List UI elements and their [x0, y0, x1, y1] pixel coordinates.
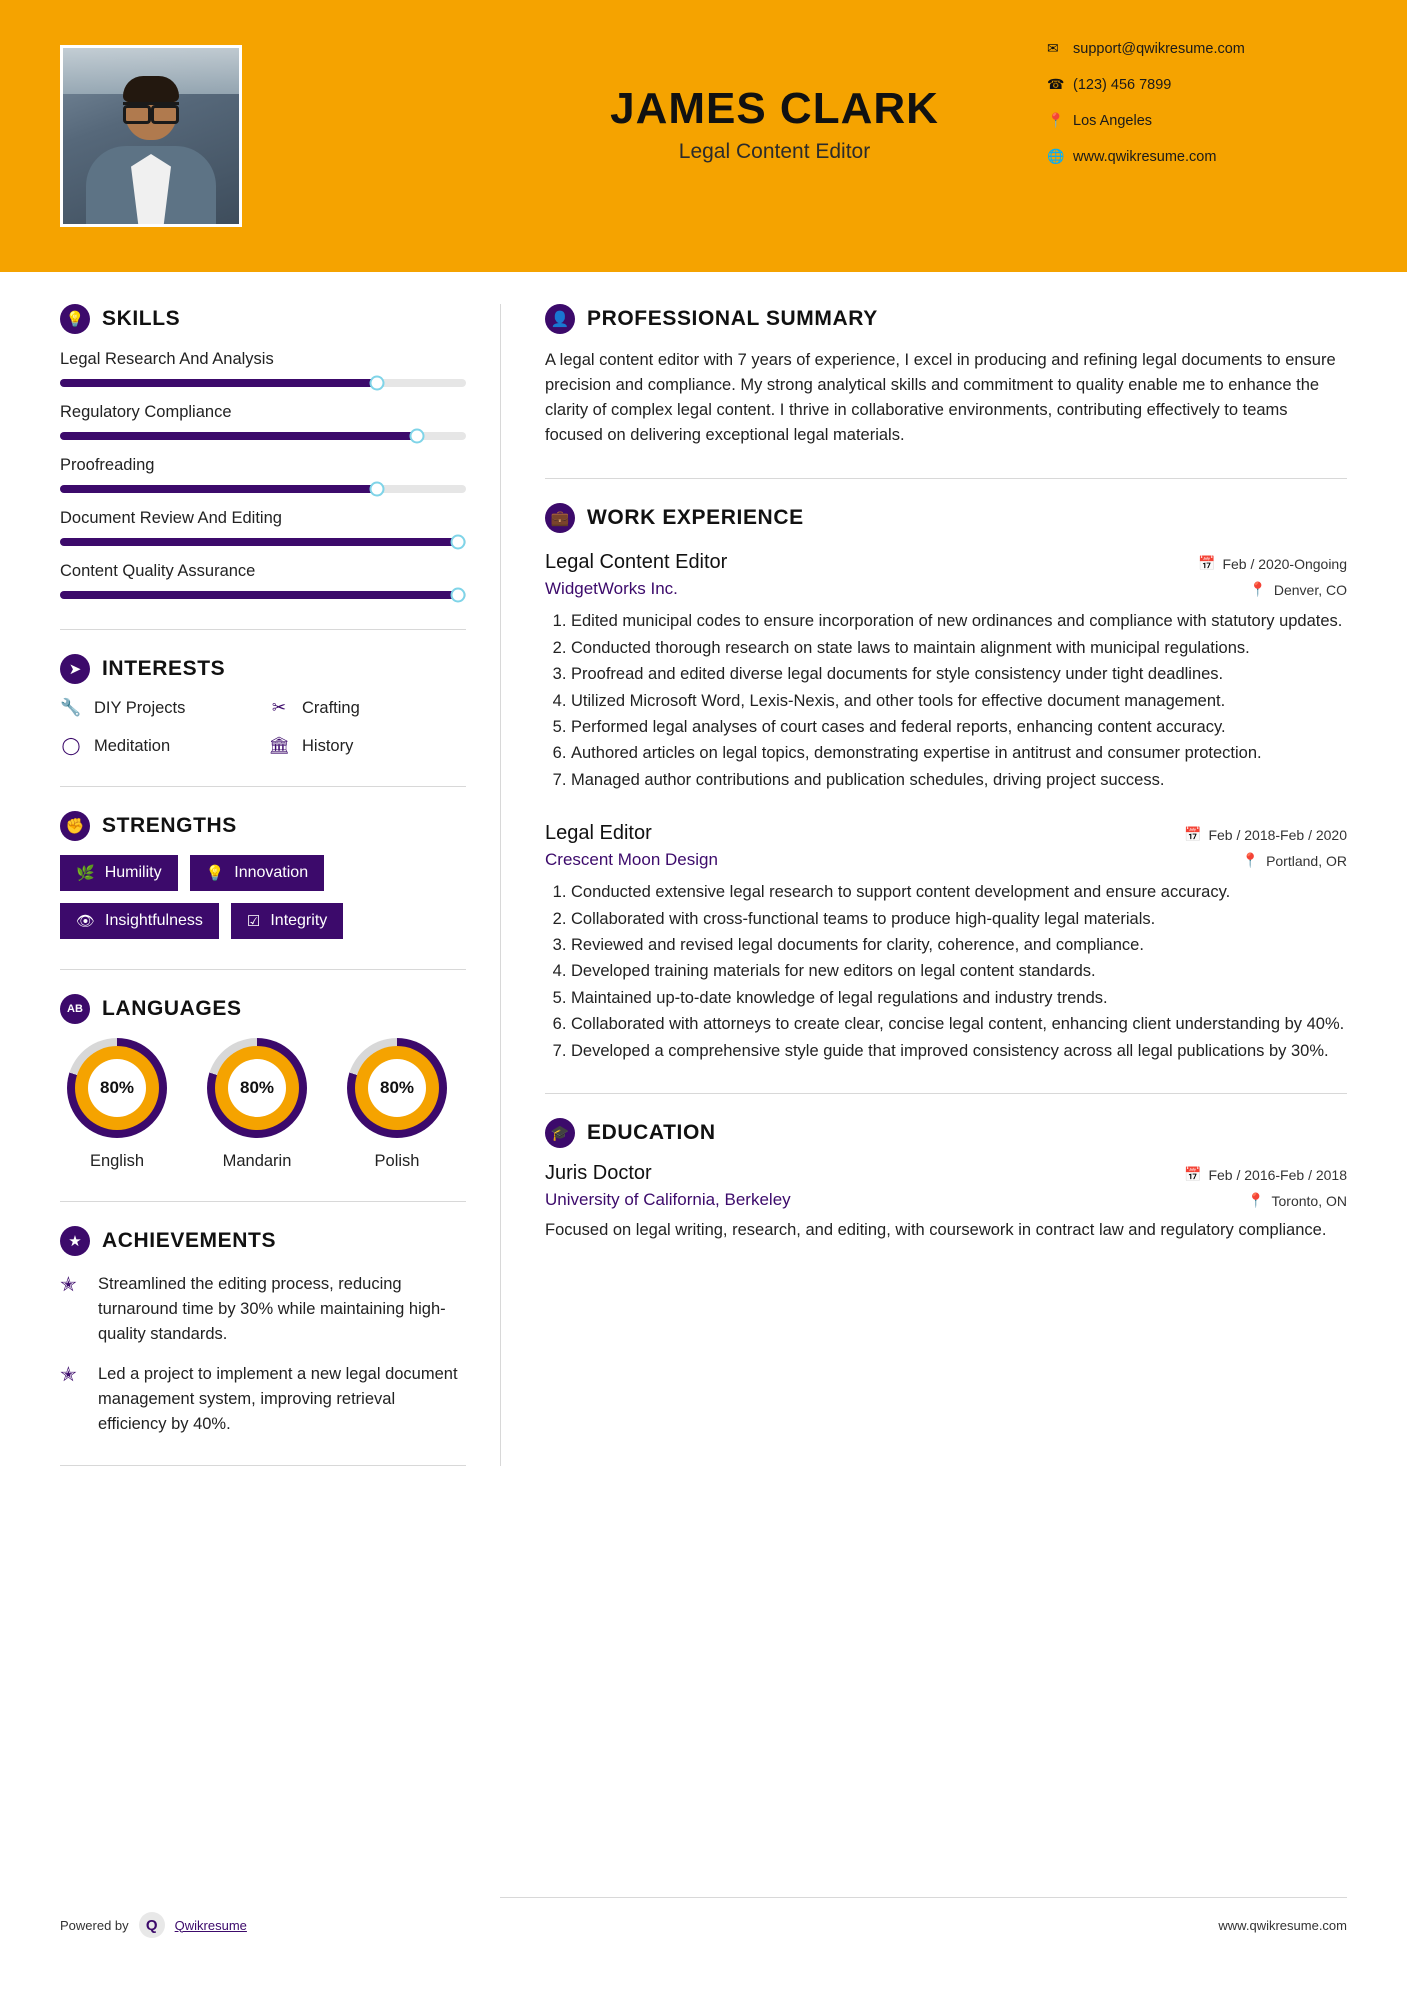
- resume-header: [0, 0, 1407, 272]
- strength-label: Integrity: [270, 912, 328, 929]
- job-bullet: 3. Proofread and edited diverse legal documents for style consistency under tight deadlines.: [571, 662, 1347, 686]
- experience-section: [545, 503, 1347, 1063]
- circle-icon: ◯: [61, 736, 81, 755]
- language-donut: [347, 1038, 447, 1138]
- strength-chip: [60, 855, 178, 891]
- experience-title: WORK EXPERIENCE: [587, 506, 804, 530]
- footer-website[interactable]: www.qwikresume.com: [1218, 1917, 1347, 1933]
- education-degree: Juris Doctor: [545, 1162, 652, 1184]
- education-location: Toronto, ON: [1271, 1192, 1347, 1209]
- calendar-icon: 📅: [1184, 1166, 1202, 1182]
- ab-icon: AB: [60, 994, 90, 1024]
- job-bullet: 7. Managed author contributions and publication schedules, driving project success.: [571, 768, 1347, 792]
- leaf-icon: 🌿: [76, 865, 95, 882]
- interest-label: History: [302, 736, 354, 755]
- skill-bar: [60, 379, 466, 387]
- contact-item-email: [1047, 40, 1347, 57]
- graduation-icon: 🎓: [545, 1118, 575, 1148]
- interests-section: [60, 654, 466, 756]
- lightbulb-icon: 💡: [60, 304, 90, 334]
- contact-item-website: [1047, 148, 1347, 165]
- interests-title: INTERESTS: [102, 657, 226, 680]
- education-description: Focused on legal writing, research, and editing, with coursework in contract law and regulatory compliance.: [545, 1221, 1327, 1239]
- job-dates: Feb / 2020-Ongoing: [1222, 555, 1347, 572]
- job-dates: Feb / 2018-Feb / 2020: [1208, 826, 1347, 843]
- job-bullet: 5. Performed legal analyses of court cases and federal reports, enhancing content accuracy.: [571, 715, 1347, 739]
- language-percent: 80%: [228, 1059, 286, 1117]
- job-bullet: 6. Authored articles on legal topics, demonstrating expertise in antitrust and consumer protection.: [571, 741, 1347, 765]
- star-icon: ✭: [60, 1274, 77, 1296]
- education-location-wrap: [1247, 1192, 1347, 1209]
- job-bullet: 7. Developed a comprehensive style guide that improved consistency across all legal publications by 30%.: [571, 1039, 1347, 1063]
- divider: [545, 1093, 1347, 1094]
- job-bullet: 1. Edited municipal codes to ensure incorporation of new ordinances and compliance with statutory updates.: [571, 609, 1347, 633]
- contact-item-phone: [1047, 76, 1347, 93]
- right-column: [501, 272, 1347, 1466]
- job-bullet: 3. Reviewed and revised legal documents for clarity, coherence, and compliance.: [571, 933, 1347, 957]
- eye-icon: 👁: [76, 913, 96, 930]
- skill-label: Document Review And Editing: [60, 509, 282, 527]
- footer-divider: [500, 1897, 1347, 1898]
- divider: [60, 786, 466, 787]
- interest-item: [268, 698, 466, 718]
- job-company: Crescent Moon Design: [545, 850, 718, 870]
- language-name: English: [89, 1152, 145, 1170]
- achievement-item: [60, 1362, 466, 1436]
- achievement-text: Led a project to implement a new legal document management system, improving retrieval efficiency by 40%.: [98, 1365, 458, 1433]
- star-icon: ✭: [60, 1364, 77, 1387]
- skills-section: [60, 304, 466, 599]
- language-item: [340, 1038, 454, 1171]
- interest-item: [60, 698, 258, 718]
- powered-by-label: Powered by: [60, 1917, 129, 1933]
- job-bullet: 1. Conducted extensive legal research to support content development and ensure accuracy.: [571, 880, 1347, 904]
- education-school: University of California, Berkeley: [545, 1190, 791, 1209]
- strengths-title: STRENGTHS: [102, 814, 237, 837]
- job-bullet: 4. Utilized Microsoft Word, Lexis-Nexis, and other tools for effective document management.: [571, 689, 1347, 713]
- strength-chip: [60, 903, 219, 939]
- job-bullet: 2. Conducted thorough research on state laws to maintain alignment with municipal regulations.: [571, 636, 1347, 660]
- achievements-section: [60, 1226, 466, 1466]
- skill-bar: [60, 432, 466, 440]
- interest-label: Meditation: [94, 736, 171, 755]
- job-location-wrap: [1249, 581, 1347, 598]
- qwikresume-logo-icon: Q: [139, 1912, 165, 1938]
- contact-website[interactable]: www.qwikresume.com: [1073, 148, 1217, 165]
- skills-title: SKILLS: [102, 307, 181, 330]
- job-title: Legal Editor: [545, 822, 652, 845]
- location-pin-icon: 📍: [1241, 852, 1260, 869]
- resume-footer: [60, 1912, 1347, 1938]
- contact-location: Los Angeles: [1073, 112, 1153, 129]
- job-dates-wrap: [1198, 555, 1347, 572]
- calendar-icon: 📅: [1198, 555, 1216, 572]
- language-item: [200, 1038, 314, 1171]
- job-bullet: 5. Maintained up-to-date knowledge of legal regulations and industry trends.: [571, 986, 1347, 1010]
- languages-section: [60, 994, 466, 1171]
- skill-label: Legal Research And Analysis: [60, 350, 274, 368]
- scissors-icon: ✂: [271, 698, 287, 717]
- strengths-section: [60, 811, 466, 939]
- fist-icon: ✊: [60, 811, 90, 841]
- education-dates-wrap: [1184, 1166, 1347, 1183]
- education-dates: Feb / 2016-Feb / 2018: [1208, 1166, 1347, 1183]
- check-square-icon: ☑: [246, 913, 261, 930]
- interest-label: Crafting: [302, 698, 360, 717]
- envelope-icon: ✉: [1047, 40, 1059, 56]
- summary-text: A legal content editor with 7 years of experience, I excel in producing and refining legal documents to ensure precision and compliance. My strong analytical skills and commitment to quality enable me to enhance the clarity of complex legal content. I thrive in collaborative environments, contributing effectively to teams focused on delivering exceptional legal materials.: [545, 351, 1336, 445]
- job-bullet: 4. Developed training materials for new editors on legal content standards.: [571, 959, 1347, 983]
- skill-label: Proofreading: [60, 456, 155, 474]
- education-title: EDUCATION: [587, 1121, 716, 1144]
- briefcase-icon: 💼: [545, 503, 575, 533]
- skill-bar: [60, 591, 466, 599]
- summary-title: PROFESSIONAL SUMMARY: [587, 307, 878, 330]
- job-location-wrap: [1242, 852, 1347, 869]
- paper-plane-icon: ➤: [60, 654, 90, 684]
- achievement-item: [60, 1272, 466, 1346]
- job-bullets: [545, 609, 1347, 792]
- location-pin-icon: 📍: [1249, 581, 1267, 598]
- languages-title: LANGUAGES: [102, 997, 242, 1020]
- skill-label: Content Quality Assurance: [60, 562, 256, 580]
- job-entry: [545, 822, 1347, 1063]
- strength-chip: [190, 855, 325, 891]
- language-percent: 80%: [368, 1059, 426, 1117]
- contact-item-location: [1047, 112, 1347, 129]
- interest-item: [60, 736, 258, 756]
- summary-section: [545, 304, 1347, 448]
- language-item: [60, 1038, 174, 1171]
- language-name: Polish: [374, 1152, 420, 1170]
- skill-bar: [60, 485, 466, 493]
- divider: [60, 969, 466, 970]
- left-column: [60, 272, 500, 1466]
- location-pin-icon: 📍: [1047, 112, 1065, 128]
- job-bullet: 2. Collaborated with cross-functional teams to produce high-quality legal materials.: [571, 907, 1347, 931]
- interest-label: DIY Projects: [94, 698, 186, 717]
- avatar: [60, 45, 242, 227]
- strength-label: Humility: [104, 864, 162, 881]
- achievements-title: ACHIEVEMENTS: [102, 1229, 277, 1252]
- resume-body: [0, 272, 1407, 1466]
- divider: [60, 629, 466, 630]
- language-donut: [207, 1038, 307, 1138]
- job-bullet: 6. Collaborated with attorneys to create clear, concise legal content, enhancing client understanding by 40%.: [571, 1012, 1347, 1036]
- contact-email[interactable]: support@qwikresume.com: [1073, 40, 1245, 57]
- wrench-icon: 🔧: [60, 698, 82, 717]
- contact-phone: (123) 456 7899: [1073, 76, 1172, 93]
- calendar-icon: 📅: [1184, 826, 1202, 843]
- job-title: Legal Content Editor: [545, 551, 728, 574]
- qwikresume-link[interactable]: Qwikresume: [174, 1917, 247, 1933]
- strength-label: Innovation: [234, 864, 309, 881]
- language-percent: 80%: [88, 1059, 146, 1117]
- star-badge-icon: ★: [60, 1226, 90, 1256]
- contact-list: [1047, 40, 1347, 184]
- job-location: Portland, OR: [1266, 852, 1347, 869]
- globe-icon: 🌐: [1047, 148, 1065, 164]
- skill-label: Regulatory Compliance: [60, 403, 232, 421]
- bank-icon: 🏛: [268, 736, 290, 755]
- divider: [545, 478, 1347, 479]
- language-donut: [67, 1038, 167, 1138]
- achievement-text: Streamlined the editing process, reducing turnaround time by 30% while maintaining high-quality standards.: [98, 1275, 446, 1343]
- education-section: [545, 1118, 1347, 1243]
- job-location: Denver, CO: [1273, 581, 1347, 598]
- job-bullets: [545, 880, 1347, 1063]
- strength-chip: [231, 903, 343, 939]
- location-pin-icon: 📍: [1247, 1192, 1265, 1208]
- job-dates-wrap: [1184, 826, 1347, 843]
- phone-icon: ☎: [1047, 76, 1065, 92]
- bulb-icon: 💡: [205, 865, 225, 882]
- skill-bar: [60, 538, 466, 546]
- job-entry: [545, 551, 1347, 792]
- candidate-role: Legal Content Editor: [678, 140, 871, 163]
- job-company: WidgetWorks Inc.: [545, 579, 678, 599]
- user-circle-icon: 👤: [545, 304, 575, 334]
- divider: [60, 1201, 466, 1202]
- strength-label: Insightfulness: [105, 912, 203, 929]
- interest-item: [268, 736, 466, 756]
- language-name: Mandarin: [222, 1152, 292, 1170]
- divider: [60, 1465, 466, 1466]
- candidate-name: JAMES CLARK: [610, 84, 939, 133]
